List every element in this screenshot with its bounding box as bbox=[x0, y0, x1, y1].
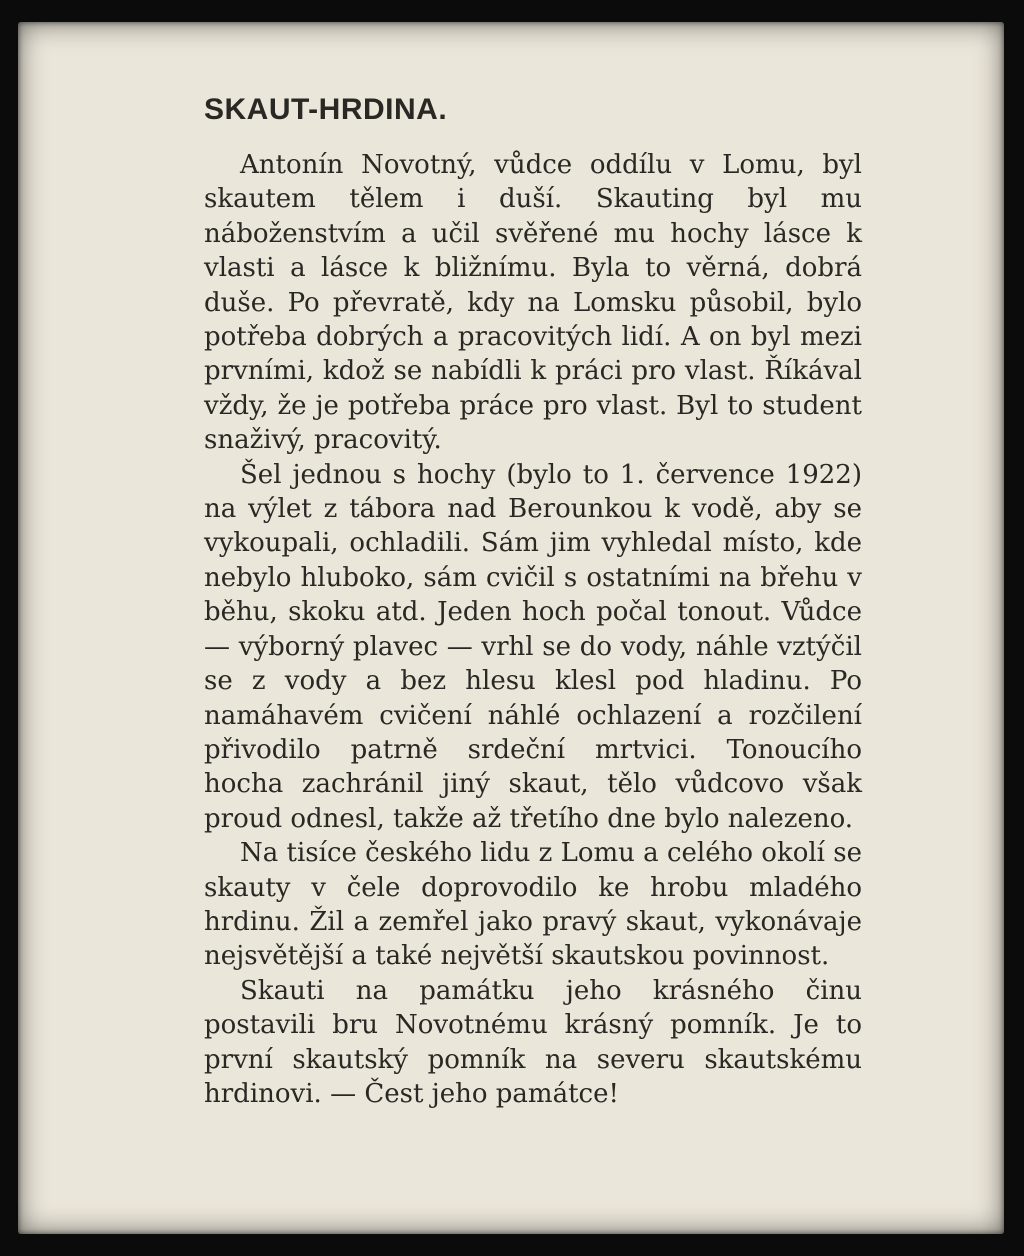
paragraph-1: Antonín Novotný, vůdce oddílu v Lomu, byl skautem tělem i duší. Skauting byl mu náboženstvím a učil svěřené mu hochy lásce k vlasti a lásce k bližnímu. Byla to věrná, dobrá duše. Po převratě, kdy na Lomsku působil, bylo potřeba dobrých a pracovitých lidí. A on byl mezi prvními, kdož se nabídli k práci pro vlast. Říkával vždy, že je potřeba práce pro vlast. Byl to student snaživý, pracovitý. bbox=[204, 150, 862, 456]
paragraph-3: Na tisíce českého lidu z Lomu a celého okolí se skauty v čele doprovodilo ke hrobu mladého hrdinu. Žil a zemřel jako pravý skaut, vykonávaje nejsvětější a také největší skautskou povinnost. bbox=[204, 838, 862, 972]
paragraph-4: Skauti na památku jeho krásného činu postavili bru Novotnému krásný pomník. Je to první skautský pomník na severu skautskému hrdinovi. — Čest jeho památce! bbox=[204, 975, 862, 1109]
book-page bbox=[18, 22, 1004, 1234]
paragraph-2: Šel jednou s hochy (bylo to 1. července 1922) na výlet z tábora nad Berounkou k vodě, aby se vykoupali, ochladili. Sám jim vyhledal místo, kde nebylo hluboko, sám cvičil s ostatními na břehu v běhu, skoku atd. Jeden hoch počal tonout. Vůdce — výborný plavec — vrhl se do vody, náhle vztýčil se z vody a bez hlesu klesl pod hladinu. Po namáhavém cvičení náhlé ochlazení a rozčilení přivodilo patrně srdeční mrtvici. Tonoucího hocha zachránil jiný skaut, tělo vůdcovo však proud odnesl, takže až třetího dne bylo nalezeno. bbox=[204, 459, 862, 834]
article-title: SKAUT-HRDINA. bbox=[204, 93, 448, 126]
article bbox=[204, 90, 862, 1111]
